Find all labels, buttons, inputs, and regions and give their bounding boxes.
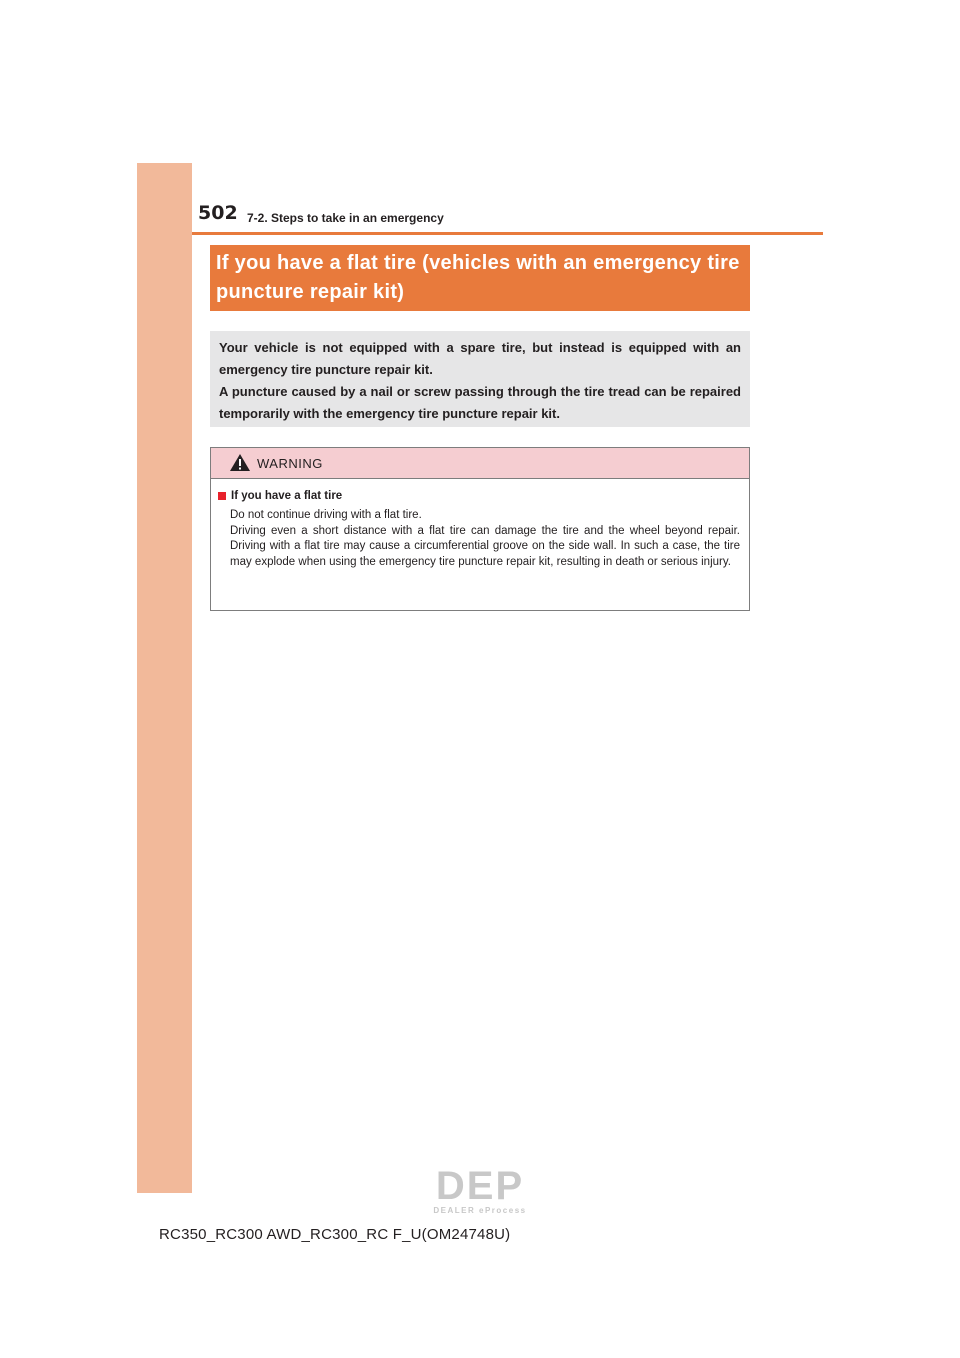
warning-item-heading	[218, 490, 740, 502]
warning-item-text	[230, 508, 740, 570]
warning-label: WARNING	[257, 456, 323, 471]
intro-box	[210, 331, 750, 427]
warning-header	[211, 448, 749, 479]
intro-paragraph-1: Your vehicle is not equipped with a spare tire, but instead is equipped with an emergency tire puncture repair kit.	[219, 340, 741, 377]
header-divider	[192, 232, 823, 235]
section-title: 7-2. Steps to take in an emergency	[247, 211, 444, 225]
warning-box	[210, 447, 750, 611]
dep-watermark-logo	[414, 1163, 546, 1215]
page-number: 502	[198, 202, 238, 224]
svg-text:DEP: DEP	[435, 1164, 525, 1208]
warning-item-heading-text: If you have a flat tire	[231, 490, 343, 502]
warning-line-1: Do not continue driving with a flat tire.	[230, 509, 422, 521]
red-square-bullet-icon	[218, 492, 226, 500]
model-code: RC350_RC300 AWD_RC300_RC F_U(OM24748U)	[159, 1226, 511, 1243]
warning-line-2: Driving even a short distance with a flat tire can damage the tire and the wheel beyond repair. Driving with a flat tire may cause a circumferential groove on the side wall. In such a case, the tire may explode when using the emergency tire puncture repair kit, resulting in death or serious injury.	[230, 524, 740, 568]
warning-body	[211, 479, 749, 570]
intro-paragraph-2: A puncture caused by a nail or screw passing through the tire tread can be repaired temporarily with the emergency tire puncture repair kit.	[219, 384, 741, 421]
chapter-side-tab	[137, 163, 192, 1193]
topic-title-bar	[210, 245, 750, 311]
svg-text:DEALER eProcess: DEALER eProcess	[433, 1206, 527, 1215]
topic-title: If you have a flat tire (vehicles with an emergency tire puncture repair kit)	[216, 252, 740, 303]
warning-triangle-icon	[229, 453, 251, 472]
